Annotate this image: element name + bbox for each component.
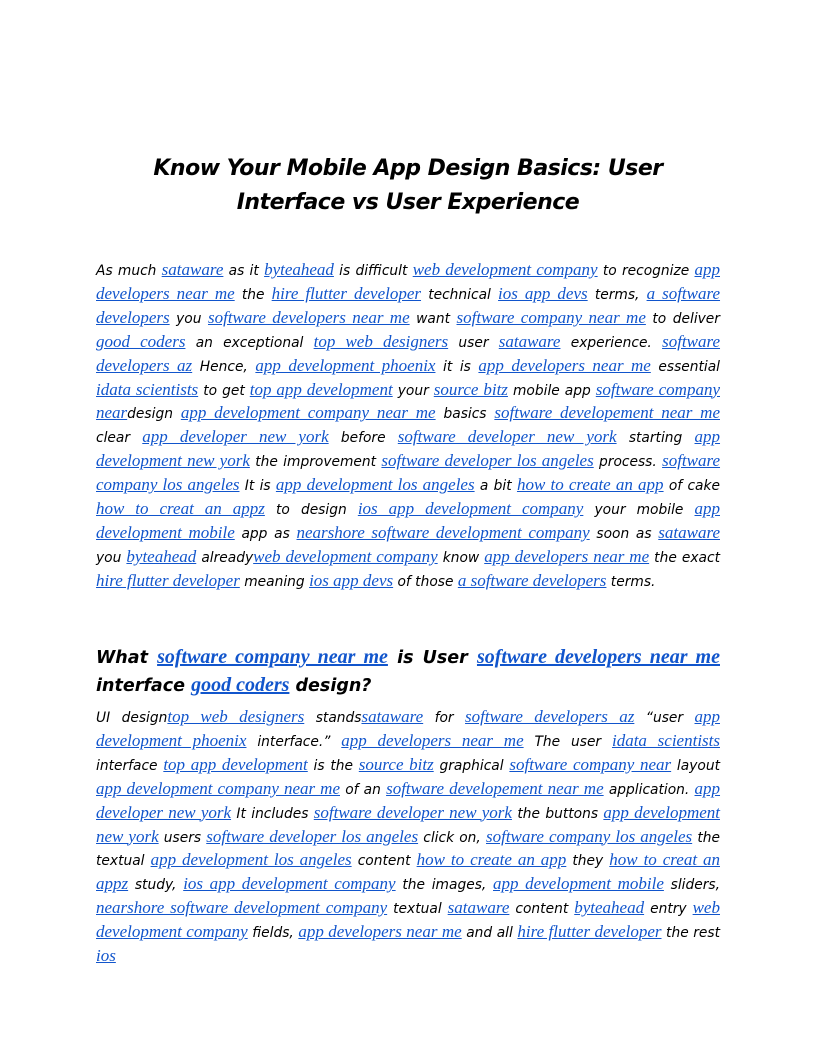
text-run: mobile app: [507, 382, 596, 399]
inline-link[interactable]: hire flutter developer: [96, 570, 240, 590]
inline-link[interactable]: app developers near me: [478, 355, 651, 375]
text-run: soon as: [589, 525, 659, 542]
text-run: content: [509, 901, 575, 918]
inline-link[interactable]: how to creat an appz: [96, 499, 265, 519]
text-run: to get: [198, 382, 250, 399]
inline-link[interactable]: ios: [96, 946, 116, 966]
text-run: want: [409, 310, 457, 327]
inline-link[interactable]: source bitz: [433, 379, 508, 399]
text-run: It includes: [231, 805, 314, 822]
text-run: “user: [634, 710, 695, 726]
text-run: your mobile: [583, 502, 695, 519]
inline-link[interactable]: app development los angeles: [275, 475, 475, 495]
text-run: is difficult: [333, 263, 413, 279]
inline-link[interactable]: software developement near me: [494, 403, 720, 423]
inline-link[interactable]: ios app devs: [309, 570, 394, 590]
inline-link[interactable]: nearshore software development company: [96, 898, 388, 918]
inline-link[interactable]: idata scientists: [611, 730, 720, 750]
inline-link[interactable]: sataware: [498, 331, 561, 351]
text-run: design?: [289, 676, 372, 696]
inline-link[interactable]: software company near me: [157, 646, 388, 668]
inline-link[interactable]: software developer los angeles: [206, 826, 419, 846]
inline-link[interactable]: app developers near me: [298, 922, 462, 942]
text-run: is the: [307, 757, 359, 774]
text-run: interface: [96, 757, 164, 774]
inline-link[interactable]: how to creat an appz: [96, 850, 720, 894]
inline-link[interactable]: top web designers: [313, 331, 449, 351]
inline-link[interactable]: good coders: [191, 674, 290, 696]
inline-link[interactable]: software developers near me: [207, 307, 410, 327]
text-run: you: [96, 549, 127, 566]
text-run: starting: [616, 430, 695, 447]
inline-link[interactable]: how to create an app: [516, 475, 664, 495]
text-run: app as: [234, 525, 297, 542]
inline-link[interactable]: software developer new york: [313, 802, 512, 822]
text-run: before: [328, 430, 398, 447]
text-run: the buttons: [511, 805, 604, 822]
inline-link[interactable]: sataware: [447, 898, 510, 918]
inline-link[interactable]: ios app development company: [357, 499, 584, 519]
inline-link[interactable]: software company los angeles: [96, 451, 721, 495]
text-run: interface: [96, 676, 192, 696]
inline-link[interactable]: software developement near me: [386, 778, 604, 798]
inline-link[interactable]: software company los angeles: [486, 826, 693, 846]
text-run: the improvement: [249, 454, 382, 471]
inline-link[interactable]: byteahead: [574, 898, 645, 918]
inline-link[interactable]: a software developers: [96, 283, 721, 327]
ui-design-paragraph: [96, 706, 720, 969]
inline-link[interactable]: app development new york: [96, 802, 720, 846]
text-run: As much: [96, 263, 162, 279]
text-run: design: [127, 406, 181, 423]
document-title: Know Your Mobile App Design Basics: User Interface vs User Experience: [153, 156, 663, 215]
text-run: meaning: [239, 573, 310, 590]
text-run: to design: [264, 502, 358, 519]
text-run: the: [234, 286, 272, 303]
text-run: of those: [393, 573, 458, 590]
inline-link[interactable]: software company near: [509, 754, 672, 774]
inline-link[interactable]: sataware: [361, 707, 424, 726]
inline-link[interactable]: software developer new york: [397, 427, 617, 447]
inline-link[interactable]: sataware: [161, 260, 224, 279]
text-run: users: [158, 829, 207, 846]
text-run: a bit: [474, 478, 517, 495]
text-run: it is: [435, 358, 479, 375]
text-run: the textual: [96, 829, 720, 870]
inline-link[interactable]: app development new york: [96, 427, 721, 471]
text-run: basics: [435, 406, 495, 423]
inline-link[interactable]: software developer los angeles: [381, 451, 594, 471]
text-run: terms,: [587, 286, 647, 303]
inline-link[interactable]: good coders: [96, 331, 186, 351]
text-run: The user: [523, 733, 612, 750]
text-run: to recognize: [597, 263, 695, 279]
text-run: of cake: [663, 478, 720, 495]
text-run: textual: [387, 901, 448, 918]
text-run: terms.: [606, 573, 656, 590]
text-run: What: [96, 648, 158, 668]
text-run: technical: [421, 286, 499, 303]
inline-link[interactable]: web development company: [96, 898, 720, 942]
text-run: It is: [239, 478, 276, 495]
text-run: to deliver: [645, 310, 720, 327]
text-run: they: [566, 853, 610, 870]
inline-link[interactable]: web development company: [253, 546, 438, 566]
inline-link[interactable]: a software developers: [457, 570, 607, 590]
inline-link[interactable]: app development company near me: [96, 778, 340, 798]
inline-link[interactable]: top app development: [163, 754, 308, 774]
inline-link[interactable]: app development phoenix: [255, 355, 436, 375]
text-run: user: [448, 334, 499, 351]
inline-link[interactable]: ios app devs: [498, 283, 588, 303]
text-run: and all: [461, 925, 518, 942]
text-run: Hence,: [192, 358, 256, 375]
text-run: sliders,: [663, 877, 720, 894]
text-run: as it: [223, 263, 265, 279]
text-run: the exact: [649, 549, 720, 566]
text-run: know: [437, 549, 485, 566]
inline-link[interactable]: app developer new york: [142, 427, 329, 447]
inline-link[interactable]: ios app development company: [183, 874, 396, 894]
text-run: your: [392, 382, 434, 399]
text-run: of an: [340, 781, 387, 798]
text-run: graphical: [433, 757, 510, 774]
intro-paragraph: [96, 259, 720, 594]
text-run: application.: [603, 781, 695, 798]
text-run: entry: [644, 901, 693, 918]
inline-link[interactable]: how to create an app: [416, 850, 567, 870]
inline-link[interactable]: source bitz: [358, 754, 434, 774]
text-run: you: [169, 310, 208, 327]
section-heading: [96, 644, 720, 700]
inline-link[interactable]: top app development: [249, 379, 393, 399]
inline-link[interactable]: hire flutter developer: [517, 922, 662, 942]
inline-link[interactable]: web development company: [412, 260, 598, 279]
inline-link[interactable]: app development los angeles: [150, 850, 352, 870]
text-run: interface.”: [246, 733, 342, 750]
inline-link[interactable]: software company near me: [456, 307, 646, 327]
inline-link[interactable]: byteahead: [126, 546, 197, 566]
inline-link[interactable]: app developers near me: [484, 546, 650, 566]
inline-link[interactable]: byteahead: [264, 260, 334, 279]
text-run: process.: [593, 454, 663, 471]
text-run: clear: [96, 430, 143, 447]
inline-link[interactable]: software developers az: [465, 707, 635, 726]
inline-link[interactable]: app developers near me: [96, 260, 720, 303]
text-run: content: [351, 853, 417, 870]
text-run: the rest: [661, 925, 720, 942]
text-run: for: [423, 710, 466, 726]
text-run: UI design: [96, 710, 168, 726]
inline-link[interactable]: sataware: [658, 522, 720, 542]
inline-link[interactable]: app development phoenix: [96, 707, 720, 750]
text-run: essential: [650, 358, 721, 375]
inline-link[interactable]: app development mobile: [96, 499, 720, 542]
text-run: click on,: [418, 829, 486, 846]
text-run: stands: [304, 710, 362, 726]
text-run: fields,: [247, 925, 299, 942]
inline-link[interactable]: software developers near me: [476, 646, 720, 668]
inline-link[interactable]: top web designers: [167, 707, 305, 726]
text-run: an exceptional: [185, 334, 314, 351]
inline-link[interactable]: app development company near me: [180, 403, 436, 423]
inline-link[interactable]: hire flutter developer: [271, 283, 422, 303]
text-run: is User: [387, 648, 477, 668]
text-run: layout: [671, 757, 720, 774]
inline-link[interactable]: app developer new york: [96, 778, 721, 822]
text-run: experience.: [560, 334, 663, 351]
text-run: study,: [128, 877, 184, 894]
inline-link[interactable]: app developers near me: [341, 730, 524, 750]
inline-link[interactable]: idata scientists: [96, 379, 199, 399]
inline-link[interactable]: software company near: [96, 379, 720, 423]
inline-link[interactable]: nearshore software development company: [296, 522, 590, 542]
inline-link[interactable]: software developers az: [96, 331, 721, 375]
inline-link[interactable]: app development mobile: [493, 874, 664, 894]
text-run: already: [196, 549, 254, 566]
text-run: the images,: [395, 877, 494, 894]
